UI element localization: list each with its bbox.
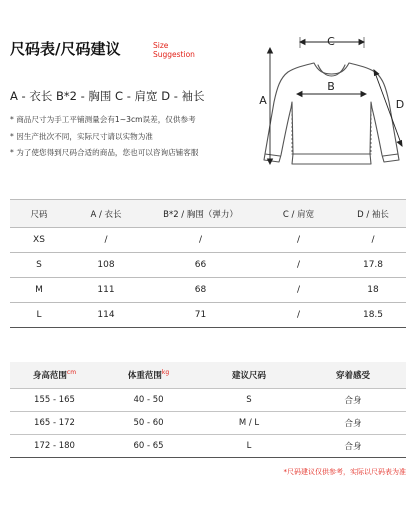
table-cell: 172 - 180 bbox=[10, 434, 99, 457]
diagram-label-d: D bbox=[395, 98, 405, 111]
table-cell: 40 - 50 bbox=[99, 388, 198, 411]
note-item: * 商品尺寸为手工平铺测量会有1~3cm误差，仅供参考 bbox=[10, 115, 196, 124]
size-table-header bbox=[10, 200, 406, 228]
header-cell: A / 衣长 bbox=[68, 200, 144, 228]
table-cell: 114 bbox=[68, 303, 144, 328]
table-cell: 18 bbox=[340, 278, 406, 303]
table-cell: / bbox=[68, 228, 144, 253]
diagram-label-c: C bbox=[327, 35, 335, 48]
notes bbox=[10, 112, 198, 162]
size-table bbox=[10, 199, 406, 328]
header-cell: C / 肩宽 bbox=[257, 200, 340, 228]
table-cell: / bbox=[144, 228, 257, 253]
header-unit: kg bbox=[161, 368, 170, 376]
header-cell: B*2 / 胸围（弹力） bbox=[144, 200, 257, 228]
header-cell: 尺码 bbox=[10, 200, 68, 228]
subtitle-line-1: Size bbox=[153, 41, 169, 50]
table-cell: 108 bbox=[68, 253, 144, 278]
header-cell: 穿着感受 bbox=[300, 362, 406, 388]
table-cell: S bbox=[10, 253, 68, 278]
table-cell: / bbox=[257, 228, 340, 253]
table-cell: 111 bbox=[68, 278, 144, 303]
table-row bbox=[10, 228, 406, 253]
header-unit: cm bbox=[66, 368, 77, 376]
table-row bbox=[10, 303, 406, 328]
header-cell bbox=[99, 362, 198, 388]
table-cell: 合身 bbox=[300, 411, 406, 434]
table-cell: 165 - 172 bbox=[10, 411, 99, 434]
table-cell: 66 bbox=[144, 253, 257, 278]
table-cell: / bbox=[257, 303, 340, 328]
table-cell: L bbox=[10, 303, 68, 328]
table-cell: 60 - 65 bbox=[99, 434, 198, 457]
diagram-label-a: A bbox=[259, 94, 267, 107]
table-cell: / bbox=[340, 228, 406, 253]
table-cell: 17.8 bbox=[340, 253, 406, 278]
header-label: 体重范围 bbox=[127, 370, 162, 381]
table-row bbox=[10, 434, 406, 457]
table-cell: L bbox=[198, 434, 300, 457]
header-cell: D / 袖长 bbox=[340, 200, 406, 228]
header-cell bbox=[10, 362, 99, 388]
measurement-legend: A - 衣长 B*2 - 胸围 C - 肩宽 D - 袖长 bbox=[10, 89, 205, 103]
table-cell: 68 bbox=[144, 278, 257, 303]
table-cell: S bbox=[198, 388, 300, 411]
table-cell: M / L bbox=[198, 411, 300, 434]
table-cell: XS bbox=[10, 228, 68, 253]
page-subtitle bbox=[153, 41, 195, 59]
garment-diagram bbox=[250, 28, 410, 180]
diagram-label-b: B bbox=[327, 80, 335, 93]
header-cell: 建议尺码 bbox=[198, 362, 300, 388]
table-row bbox=[10, 278, 406, 303]
subtitle-line-2: Suggestion bbox=[153, 50, 195, 59]
table-cell: 50 - 60 bbox=[99, 411, 198, 434]
table-cell: 合身 bbox=[300, 434, 406, 457]
note-item: * 为了使您得到尺码合适的商品，您也可以咨询店铺客服 bbox=[10, 148, 199, 157]
suggestion-table-header bbox=[10, 362, 406, 388]
page-title: 尺码表/尺码建议 bbox=[10, 40, 121, 58]
table-row bbox=[10, 411, 406, 434]
table-cell: 合身 bbox=[300, 388, 406, 411]
table-cell: / bbox=[257, 278, 340, 303]
table-cell: 155 - 165 bbox=[10, 388, 99, 411]
footnote: *尺码建议仅供参考，实际以尺码表为准 bbox=[283, 468, 406, 476]
table-cell: M bbox=[10, 278, 68, 303]
table-row bbox=[10, 253, 406, 278]
sweater-outline-icon bbox=[250, 28, 410, 180]
note-item: * 因生产批次不同，实际尺寸请以实物为准 bbox=[10, 131, 153, 141]
table-row bbox=[10, 388, 406, 411]
table-cell: / bbox=[257, 253, 340, 278]
table-cell: 18.5 bbox=[340, 303, 406, 328]
table-cell: 71 bbox=[144, 303, 257, 328]
size-suggestion-table bbox=[10, 362, 406, 458]
header-label: 身高范围 bbox=[32, 370, 67, 381]
